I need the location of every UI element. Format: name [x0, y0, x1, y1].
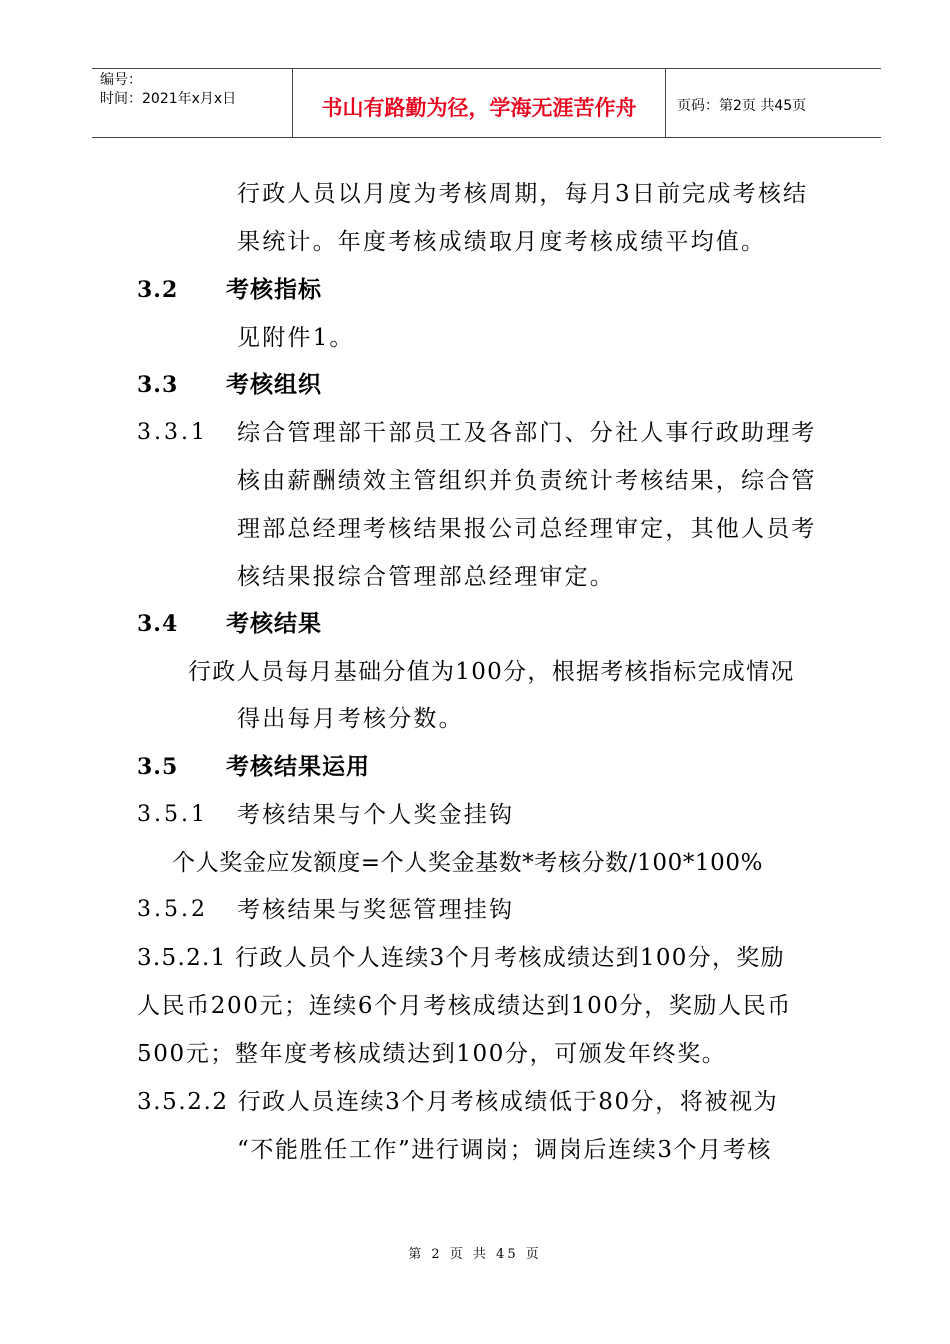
section-heading: 考核结果运用 [226, 754, 370, 780]
paragraph-line: 综合管理部干部员工及各部门、分社人事行政助理考 [237, 420, 817, 446]
subsection-number: 3.5.1 [137, 802, 208, 827]
section-number: 3.5 [137, 754, 179, 780]
subsection-number: 3.5.2 [137, 897, 208, 922]
header-meta-cell [92, 69, 292, 137]
paragraph-line: 行政人员以月度为考核周期，每月3日前完成考核结 [237, 181, 809, 207]
header-slogan-cell [292, 69, 666, 137]
header-page-number: 页码：第2页 共45页 [677, 98, 807, 114]
section-number: 3.2 [137, 277, 179, 303]
paragraph-line: 人民币200元；连续6个月考核成绩达到100分，奖励人民币 [137, 993, 792, 1019]
paragraph-line: 见附件1。 [237, 325, 355, 351]
subsection-title: 考核结果与个人奖金挂钩 [237, 802, 515, 828]
paragraph-line: 核结果报综合管理部总经理审定。 [237, 564, 615, 590]
section-heading: 考核指标 [226, 277, 322, 303]
paragraph-line: 3.5.2.1 行政人员个人连续3个月考核成绩达到100分，奖励 [137, 945, 785, 971]
section-heading: 考核结果 [226, 611, 322, 637]
paragraph-line: 得出每月考核分数。 [237, 706, 464, 732]
document-code-label: 编号： [100, 72, 142, 88]
section-heading: 考核组织 [226, 372, 322, 398]
paragraph-line: 核由薪酬绩效主管组织并负责统计考核结果，综合管 [237, 468, 817, 494]
section-number: 3.4 [137, 611, 179, 637]
document-time-label: 时间：2021年x月x日 [100, 91, 237, 107]
page-footer: 第 2 页 共 45 页 [408, 1247, 542, 1262]
subsection-number: 3.3.1 [137, 420, 208, 445]
document-header [92, 68, 881, 138]
paragraph-line: 500元；整年度考核成绩达到100分，可颁发年终奖。 [137, 1041, 727, 1067]
paragraph-line: “不能胜任工作”进行调岗；调岗后连续3个月考核 [237, 1137, 772, 1163]
section-number: 3.3 [137, 372, 179, 398]
subsection-title: 考核结果与奖惩管理挂钩 [237, 897, 515, 923]
header-slogan: 书山有路勤为径，学海无涯苦作舟 [321, 96, 637, 120]
formula-line: 个人奖金应发额度=个人奖金基数*考核分数/100*100% [172, 850, 764, 876]
paragraph-line: 果统计。年度考核成绩取月度考核成绩平均值。 [237, 229, 767, 255]
header-page-cell [665, 69, 881, 137]
paragraph-line: 3.5.2.2 行政人员连续3个月考核成绩低于80分，将被视为 [137, 1089, 779, 1115]
paragraph-line: 理部总经理考核结果报公司总经理审定，其他人员考 [237, 516, 817, 542]
paragraph-line: 行政人员每月基础分值为100分，根据考核指标完成情况 [188, 659, 795, 685]
